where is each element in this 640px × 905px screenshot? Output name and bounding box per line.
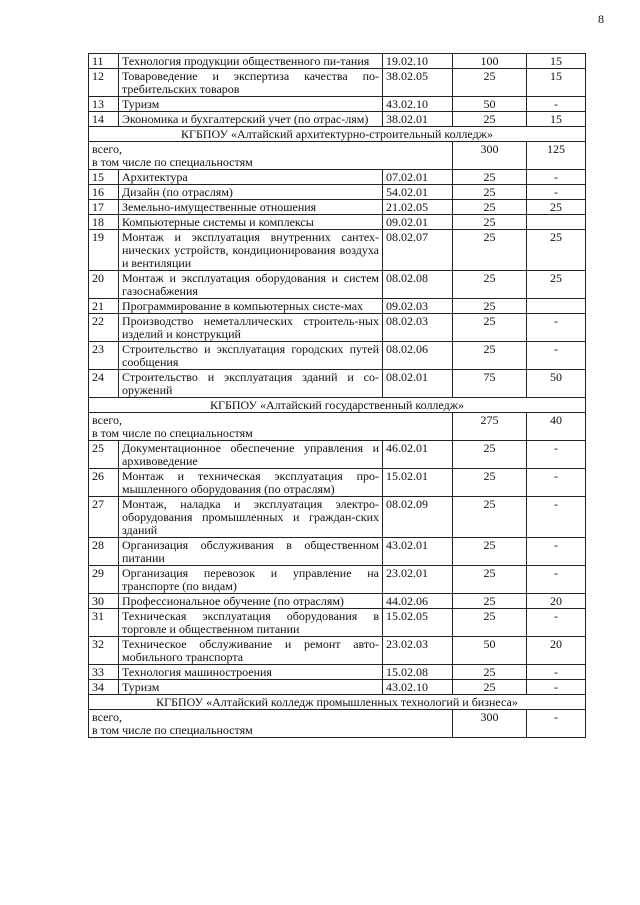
row-number: 32: [89, 637, 119, 665]
row-number: 19: [89, 230, 119, 271]
row-number: 26: [89, 469, 119, 497]
table-row: [89, 271, 586, 299]
specialty-name: Архитектура: [119, 170, 383, 185]
row-number: 30: [89, 594, 119, 609]
institution-name: КГБПОУ «Алтайский колледж промышленных технологий и бизнеса»: [89, 695, 586, 710]
quota-total: 50: [453, 97, 527, 112]
institution-header-row: [89, 127, 586, 142]
quota-total: 25: [453, 665, 527, 680]
table-row: [89, 299, 586, 314]
specialty-code: 15.02.05: [383, 609, 453, 637]
total-label: [89, 710, 453, 738]
specialty-name: Монтаж, наладка и эксплуатация электро-оборудования промышленных и граждан-ских зданий: [119, 497, 383, 538]
specialty-code: 38.02.05: [383, 69, 453, 97]
specialty-name: Строительство и эксплуатация зданий и со-оружений: [119, 370, 383, 398]
specialty-name: Туризм: [119, 680, 383, 695]
total-label-line1: всего,: [92, 142, 123, 156]
specialty-name: Компьютерные системы и комплексы: [119, 215, 383, 230]
quota-total: 25: [453, 215, 527, 230]
quota-budget: -: [527, 609, 586, 637]
specialty-code: 23.02.03: [383, 637, 453, 665]
institution-name: КГБПОУ «Алтайский архитектурно-строительный колледж»: [89, 127, 586, 142]
total-row: [89, 142, 586, 170]
row-number: 17: [89, 200, 119, 215]
quota-total: 100: [453, 54, 527, 69]
total-budget: 125: [527, 142, 586, 170]
table-row: [89, 566, 586, 594]
specialty-name: Строительство и эксплуатация городских путей сообщения: [119, 342, 383, 370]
quota-total: 25: [453, 538, 527, 566]
quota-budget: 20: [527, 594, 586, 609]
total-label: [89, 413, 453, 441]
quota-total: 25: [453, 69, 527, 97]
specialty-name: Техническое обслуживание и ремонт авто-мобильного транспорта: [119, 637, 383, 665]
row-number: 33: [89, 665, 119, 680]
quota-total: 25: [453, 441, 527, 469]
specialty-name: Производство неметаллических строитель-ных изделий и конструкций: [119, 314, 383, 342]
row-number: 16: [89, 185, 119, 200]
specialty-name: Экономика и бухгалтерский учет (по отрас-лям): [119, 112, 383, 127]
quota-total: 25: [453, 342, 527, 370]
quota-budget: 25: [527, 230, 586, 271]
total-label-line2: в том числе по специальностям: [92, 723, 253, 737]
specialty-name: Документационное обеспечение управления и архивоведение: [119, 441, 383, 469]
institution-header-row: [89, 398, 586, 413]
quota-total: 25: [453, 314, 527, 342]
table-row: [89, 469, 586, 497]
quota-budget: -: [527, 97, 586, 112]
total-quota: 300: [453, 142, 527, 170]
specialty-name: Монтаж и техническая эксплуатация про-мышленного оборудования (по отраслям): [119, 469, 383, 497]
quota-total: 25: [453, 271, 527, 299]
quota-budget: -: [527, 538, 586, 566]
row-number: 25: [89, 441, 119, 469]
specialty-code: 44.02.06: [383, 594, 453, 609]
quota-total: 25: [453, 200, 527, 215]
total-label: [89, 142, 453, 170]
table-row: [89, 637, 586, 665]
table-row: [89, 170, 586, 185]
quota-budget: [527, 215, 586, 230]
row-number: 23: [89, 342, 119, 370]
total-quota: 275: [453, 413, 527, 441]
quota-budget: -: [527, 170, 586, 185]
specialty-name: Монтаж и эксплуатация оборудования и систем газоснабжения: [119, 271, 383, 299]
quota-budget: -: [527, 665, 586, 680]
specialty-name: Земельно-имущественные отношения: [119, 200, 383, 215]
row-number: 14: [89, 112, 119, 127]
table-row: [89, 594, 586, 609]
specialty-code: 07.02.01: [383, 170, 453, 185]
quota-budget: -: [527, 497, 586, 538]
row-number: 21: [89, 299, 119, 314]
specialty-name: Монтаж и эксплуатация внутренних сантех-нических устройств, кондиционирования воздуха и вентиляции: [119, 230, 383, 271]
table-row: [89, 97, 586, 112]
row-number: 27: [89, 497, 119, 538]
quota-budget: 25: [527, 200, 586, 215]
specialty-name: Технология машиностроения: [119, 665, 383, 680]
specialty-name: Программирование в компьютерных систе-мах: [119, 299, 383, 314]
institution-name: КГБПОУ «Алтайский государственный колледж»: [89, 398, 586, 413]
quota-total: 75: [453, 370, 527, 398]
specialty-code: 43.02.01: [383, 538, 453, 566]
page-number: 8: [598, 12, 604, 26]
row-number: 13: [89, 97, 119, 112]
quota-total: 25: [453, 185, 527, 200]
row-number: 11: [89, 54, 119, 69]
table-row: [89, 112, 586, 127]
quota-budget: 15: [527, 69, 586, 97]
table-row: [89, 54, 586, 69]
specialty-code: 46.02.01: [383, 441, 453, 469]
total-label-line1: всего,: [92, 413, 123, 427]
institution-header-row: [89, 695, 586, 710]
total-row: [89, 710, 586, 738]
admission-quota-table: [88, 53, 586, 738]
specialty-code: 09.02.01: [383, 215, 453, 230]
quota-budget: -: [527, 469, 586, 497]
quota-budget: -: [527, 185, 586, 200]
quota-total: 25: [453, 299, 527, 314]
specialty-code: 21.02.05: [383, 200, 453, 215]
specialty-name: Товароведение и экспертиза качества по-требительских товаров: [119, 69, 383, 97]
total-label-line2: в том числе по специальностям: [92, 426, 253, 440]
quota-total: 25: [453, 566, 527, 594]
quota-total: 25: [453, 609, 527, 637]
row-number: 29: [89, 566, 119, 594]
total-budget: -: [527, 710, 586, 738]
specialty-code: 54.02.01: [383, 185, 453, 200]
quota-budget: -: [527, 566, 586, 594]
specialty-name: Организация обслуживания в общественном питании: [119, 538, 383, 566]
quota-budget: -: [527, 441, 586, 469]
table-row: [89, 441, 586, 469]
quota-total: 25: [453, 170, 527, 185]
total-label-line1: всего,: [92, 710, 123, 724]
specialty-name: Организация перевозок и управление на транспорте (по видам): [119, 566, 383, 594]
row-number: 18: [89, 215, 119, 230]
specialty-name: Технология продукции общественного пи-тания: [119, 54, 383, 69]
quota-total: 25: [453, 230, 527, 271]
table-row: [89, 314, 586, 342]
table-row: [89, 538, 586, 566]
specialty-name: Техническая эксплуатация оборудования в торговле и общественном питании: [119, 609, 383, 637]
table-row: [89, 665, 586, 680]
specialty-code: 08.02.08: [383, 271, 453, 299]
quota-budget: -: [527, 680, 586, 695]
specialty-code: 15.02.08: [383, 665, 453, 680]
specialty-code: 08.02.01: [383, 370, 453, 398]
row-number: 20: [89, 271, 119, 299]
row-number: 12: [89, 69, 119, 97]
specialty-code: 08.02.09: [383, 497, 453, 538]
quota-budget: 20: [527, 637, 586, 665]
row-number: 31: [89, 609, 119, 637]
specialty-code: 08.02.03: [383, 314, 453, 342]
table-row: [89, 200, 586, 215]
row-number: 28: [89, 538, 119, 566]
row-number: 34: [89, 680, 119, 695]
quota-budget: 15: [527, 54, 586, 69]
quota-budget: 15: [527, 112, 586, 127]
table-row: [89, 185, 586, 200]
table-row: [89, 370, 586, 398]
specialty-code: 23.02.01: [383, 566, 453, 594]
total-budget: 40: [527, 413, 586, 441]
specialty-name: Дизайн (по отраслям): [119, 185, 383, 200]
table-row: [89, 609, 586, 637]
table-row: [89, 680, 586, 695]
table-row: [89, 215, 586, 230]
specialty-name: Профессиональное обучение (по отраслям): [119, 594, 383, 609]
quota-total: 25: [453, 680, 527, 695]
quota-total: 25: [453, 497, 527, 538]
row-number: 22: [89, 314, 119, 342]
table-body: [89, 54, 586, 738]
specialty-code: 19.02.10: [383, 54, 453, 69]
quota-budget: 25: [527, 271, 586, 299]
quota-budget: [527, 299, 586, 314]
quota-total: 25: [453, 469, 527, 497]
specialty-code: 43.02.10: [383, 97, 453, 112]
specialty-code: 38.02.01: [383, 112, 453, 127]
specialty-code: 08.02.06: [383, 342, 453, 370]
quota-budget: -: [527, 342, 586, 370]
quota-total: 25: [453, 594, 527, 609]
specialty-name: Туризм: [119, 97, 383, 112]
quota-budget: -: [527, 314, 586, 342]
specialty-code: 43.02.10: [383, 680, 453, 695]
total-label-line2: в том числе по специальностям: [92, 155, 253, 169]
quota-budget: 50: [527, 370, 586, 398]
row-number: 24: [89, 370, 119, 398]
table-row: [89, 497, 586, 538]
table-row: [89, 230, 586, 271]
specialty-code: 08.02.07: [383, 230, 453, 271]
total-row: [89, 413, 586, 441]
table-row: [89, 342, 586, 370]
quota-total: 50: [453, 637, 527, 665]
table-row: [89, 69, 586, 97]
total-quota: 300: [453, 710, 527, 738]
specialty-code: 15.02.01: [383, 469, 453, 497]
specialty-code: 09.02.03: [383, 299, 453, 314]
row-number: 15: [89, 170, 119, 185]
quota-total: 25: [453, 112, 527, 127]
